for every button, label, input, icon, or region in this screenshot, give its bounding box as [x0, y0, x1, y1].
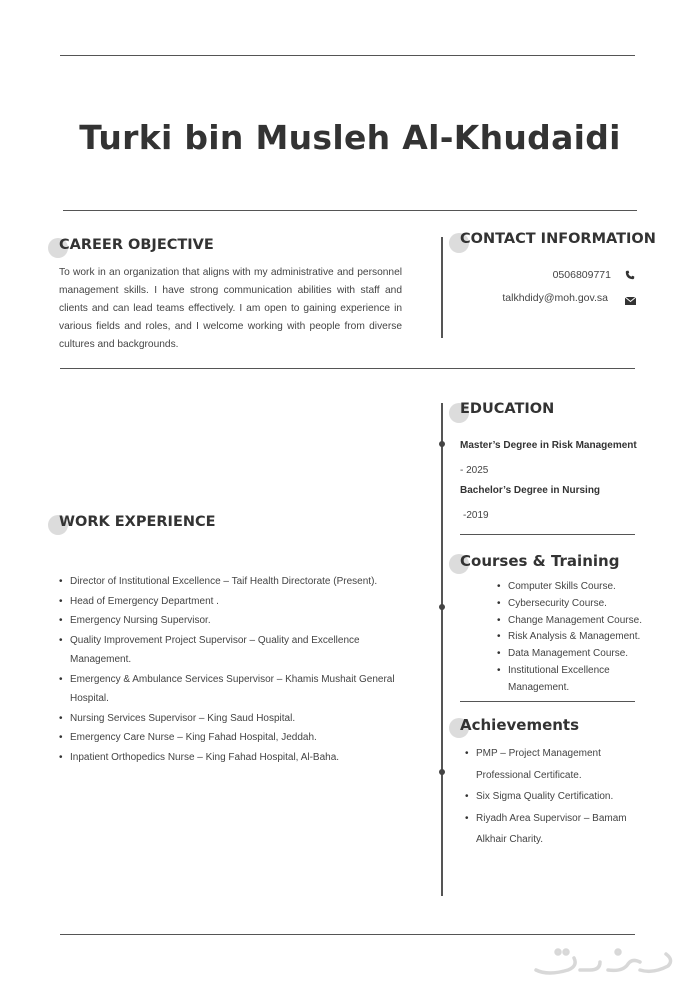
- list-item: • Cybersecurity Course.: [497, 596, 657, 613]
- courses-bottom-rule: [460, 701, 635, 702]
- work-experience-list: [59, 572, 409, 767]
- phone-icon: [625, 270, 635, 280]
- education-year-master: - 2025: [460, 465, 489, 476]
- right-column-timeline: [441, 403, 443, 896]
- list-item: • Emergency & Ambulance Services Supervisor – Khamis Mushait General Hospital.: [59, 670, 409, 709]
- list-item: • Risk Analysis & Management.: [497, 629, 657, 646]
- list-item: • Quality Improvement Project Supervisor – Quality and Excellence Management.: [59, 631, 409, 670]
- achievements-list: [465, 743, 640, 851]
- bottom-rule: [60, 934, 635, 935]
- list-item: • PMP – Project Management Professional Certificate.: [465, 743, 626, 786]
- work-experience-heading: WORK EXPERIENCE: [59, 514, 216, 530]
- contact-heading: CONTACT INFORMATION: [460, 231, 656, 247]
- achievements-heading: Achievements: [460, 716, 580, 734]
- contact-email[interactable]: talkhdidy@moh.gov.sa: [502, 292, 608, 304]
- courses-list: [497, 579, 657, 697]
- timeline-dot-education: [439, 441, 445, 447]
- list-item: • Change Management Course.: [497, 613, 657, 630]
- list-item: • Riyadh Area Supervisor – Bamam Alkhair Charity.: [465, 808, 636, 851]
- timeline-dot-achievements: [439, 769, 445, 775]
- career-objective-heading: CAREER OBJECTIVE: [59, 237, 214, 253]
- top-rule: [60, 55, 635, 56]
- education-degree-master: Master’s Degree in Risk Management: [460, 440, 637, 451]
- contact-phone[interactable]: 0506809771: [552, 269, 611, 281]
- objective-bottom-rule: [60, 368, 635, 369]
- name-underline-rule: [63, 210, 637, 211]
- list-item: • Computer Skills Course.: [497, 579, 657, 596]
- list-item: • Emergency Nursing Supervisor.: [59, 611, 409, 631]
- education-bottom-rule: [460, 534, 635, 535]
- watermark-logo: [528, 942, 678, 982]
- page-title: Turki bin Musleh Al-Khudaidi: [79, 118, 621, 157]
- courses-heading: Courses & Training: [460, 552, 620, 570]
- list-item: • Nursing Services Supervisor – King Saud Hospital.: [59, 709, 409, 729]
- list-item: • Emergency Care Nurse – King Fahad Hospital, Jeddah.: [59, 728, 409, 748]
- timeline-dot-courses: [439, 604, 445, 610]
- list-item: • Director of Institutional Excellence – Taif Health Directorate (Present).: [59, 572, 409, 592]
- education-degree-bachelor: Bachelor’s Degree in Nursing: [460, 485, 601, 496]
- career-objective-text: To work in an organization that aligns with my administrative and personnel management skills. I have strong communication abilities with staff and clients and can lead teams effectively. I am open to gaining experience in various fields and roles, and I welcome working with people from diverse cultures and backgrounds.: [59, 267, 402, 350]
- list-item: • Head of Emergency Department .: [59, 592, 409, 612]
- list-item: • Institutional Excellence Management.: [497, 663, 638, 697]
- list-item: • Inpatient Orthopedics Nurse – King Fahad Hospital, Al-Baha.: [59, 748, 409, 768]
- education-heading: EDUCATION: [460, 401, 555, 417]
- contact-divider-line: [441, 237, 443, 338]
- education-year-bachelor: -2019: [463, 510, 489, 521]
- list-item: • Data Management Course.: [497, 646, 657, 663]
- list-item: • Six Sigma Quality Certification.: [465, 786, 640, 808]
- envelope-icon: [625, 297, 636, 305]
